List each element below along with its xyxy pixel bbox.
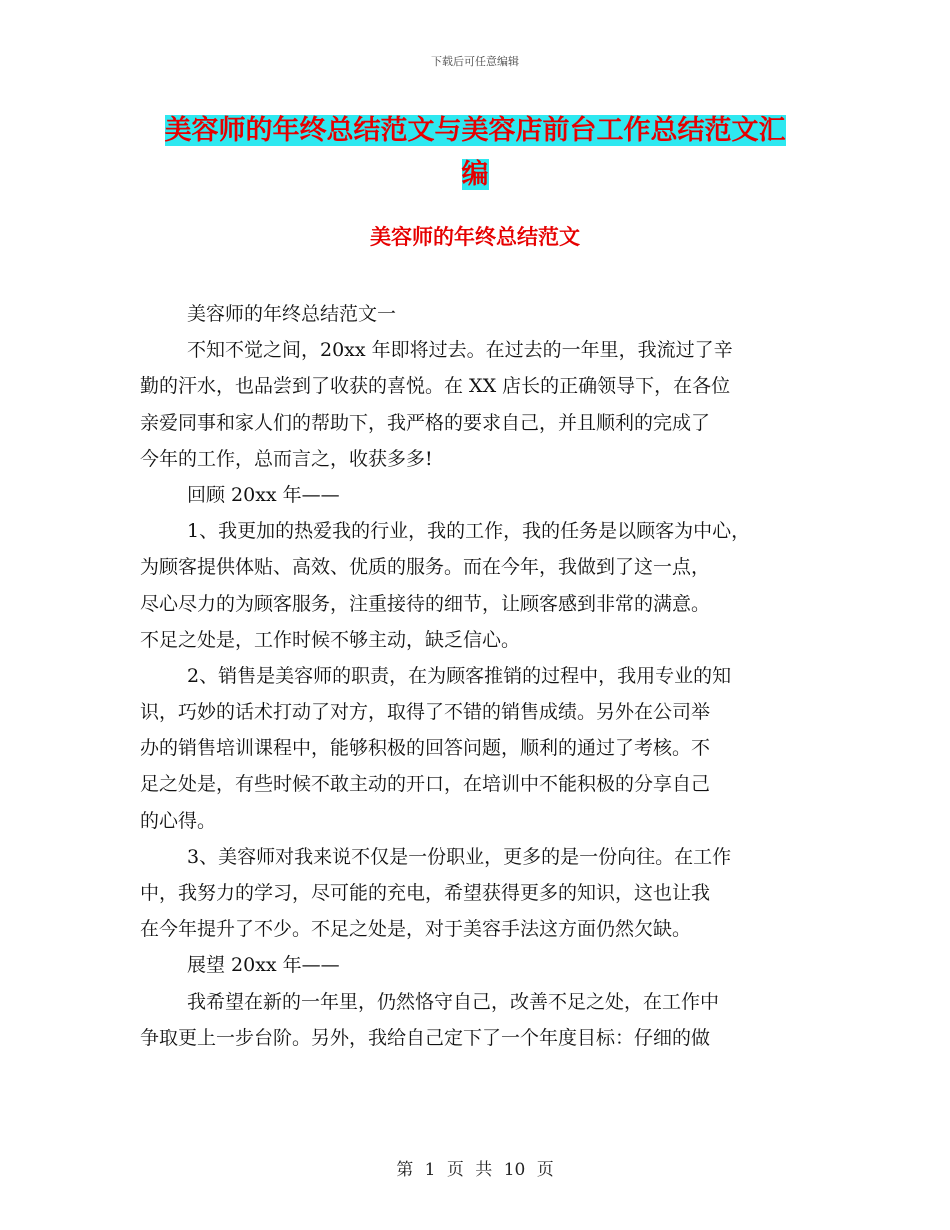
document-title-line-2	[0, 159, 950, 191]
body-line: 今年的工作，总而言之，收获多多!	[140, 447, 433, 470]
body-line: 办的销售培训课程中，能够积极的回答问题，顺利的通过了考核。不	[140, 737, 711, 760]
body-line: 我希望在新的一年里，仍然恪守自己，改善不足之处，在工作中	[187, 990, 720, 1013]
body-line: 足之处是，有些时候不敢主动的开口，在培训中不能积极的分享自己	[140, 773, 711, 796]
document-title-line-1	[0, 115, 950, 147]
section-title: 美容师的年终总结范文	[370, 225, 580, 249]
body-line: 中，我努力的学习，尽可能的充电，希望获得更多的知识，这也让我	[140, 882, 711, 904]
body-text	[140, 296, 830, 1056]
body-line: 为顾客提供体贴、高效、优质的服务。而在今年，我做到了这一点，	[140, 556, 711, 579]
body-line: 识，巧妙的话术打动了对方，取得了不错的销售成绩。另外在公司举	[140, 701, 711, 724]
header-note: 下载后可任意编辑	[431, 55, 519, 68]
body-line: 2、销售是美容师的职责，在为顾客推销的过程中，我用专业的知	[187, 664, 732, 687]
body-line: 不知不觉之间，20xx 年即将过去。在过去的一年里，我流过了辛	[187, 339, 733, 362]
body-line: 争取更上一步台阶。另外，我给自己定下了一个年度目标：仔细的做	[140, 1026, 711, 1049]
body-line: 1、我更加的热爱我的行业，我的工作，我的任务是以顾客为中心，	[187, 520, 751, 543]
body-line: 回顾 20xx 年——	[187, 483, 340, 506]
body-line: 展望 20xx 年——	[187, 954, 340, 977]
body-line: 尽心尽力的为顾客服务，注重接待的细节，让顾客感到非常的满意。	[140, 592, 711, 615]
body-line: 亲爱同事和家人们的帮助下，我严格的要求自己，并且顺利的完成了	[140, 411, 711, 434]
body-line: 3、美容师对我来说不仅是一份职业，更多的是一份向往。在工作	[187, 845, 732, 868]
body-line: 美容师的年终总结范文一	[187, 303, 397, 325]
document-title-text-1: 美容师的年终总结范文与美容店前台工作总结范文汇	[164, 115, 786, 146]
body-line: 不足之处是，工作时候不够主动，缺乏信心。	[140, 628, 521, 651]
document-title-text-2: 编	[461, 159, 489, 190]
page-number-footer: 第 1 页 共 10 页	[396, 1160, 554, 1180]
body-line: 的心得。	[140, 809, 217, 832]
body-line: 勤的汗水，也品尝到了收获的喜悦。在 XX 店长的正确领导下，在各位	[140, 375, 731, 398]
body-line: 在今年提升了不少。不足之处是，对于美容手法这方面仍然欠缺。	[140, 918, 692, 941]
